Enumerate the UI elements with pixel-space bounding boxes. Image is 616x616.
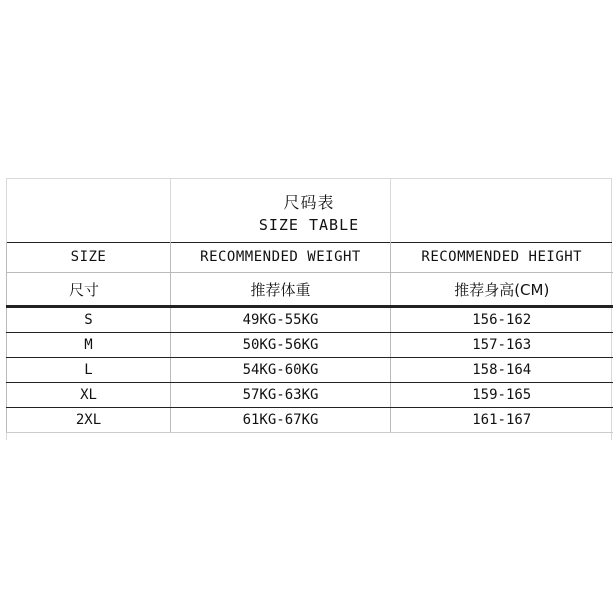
cell-size: 2XL xyxy=(7,408,171,433)
cell-size: L xyxy=(7,358,171,383)
header-weight-cn: 推荐体重 xyxy=(171,273,391,307)
cell-size: S xyxy=(7,307,171,333)
table-row xyxy=(7,333,613,358)
cell-height: 159-165 xyxy=(391,383,613,408)
cell-height: 158-164 xyxy=(391,358,613,383)
cell-size: M xyxy=(7,333,171,358)
cell-size: XL xyxy=(7,383,171,408)
cell-weight: 57KG-63KG xyxy=(171,383,391,408)
cell-height: 157-163 xyxy=(391,333,613,358)
size-chart-sheet xyxy=(6,178,612,440)
header-weight: RECOMMENDED WEIGHT xyxy=(171,242,391,273)
size-table xyxy=(6,242,613,433)
header-row-chinese xyxy=(7,273,613,307)
header-row-english xyxy=(7,242,613,273)
cell-weight: 49KG-55KG xyxy=(171,307,391,333)
cell-height: 161-167 xyxy=(391,408,613,433)
header-size-cn: 尺寸 xyxy=(7,273,171,307)
cell-height: 156-162 xyxy=(391,307,613,333)
title-english: SIZE TABLE xyxy=(258,216,360,234)
table-row xyxy=(7,307,613,333)
header-size: SIZE xyxy=(7,242,171,273)
header-height-cn: 推荐身高(CM) xyxy=(391,273,613,307)
table-row xyxy=(7,383,613,408)
header-height: RECOMMENDED HEIGHT xyxy=(391,242,613,273)
cell-weight: 50KG-56KG xyxy=(171,333,391,358)
cell-weight: 61KG-67KG xyxy=(171,408,391,433)
table-row xyxy=(7,408,613,433)
title-chinese: 尺码表 xyxy=(283,193,335,212)
title-block xyxy=(6,178,612,243)
table-row xyxy=(7,358,613,383)
cell-weight: 54KG-60KG xyxy=(171,358,391,383)
